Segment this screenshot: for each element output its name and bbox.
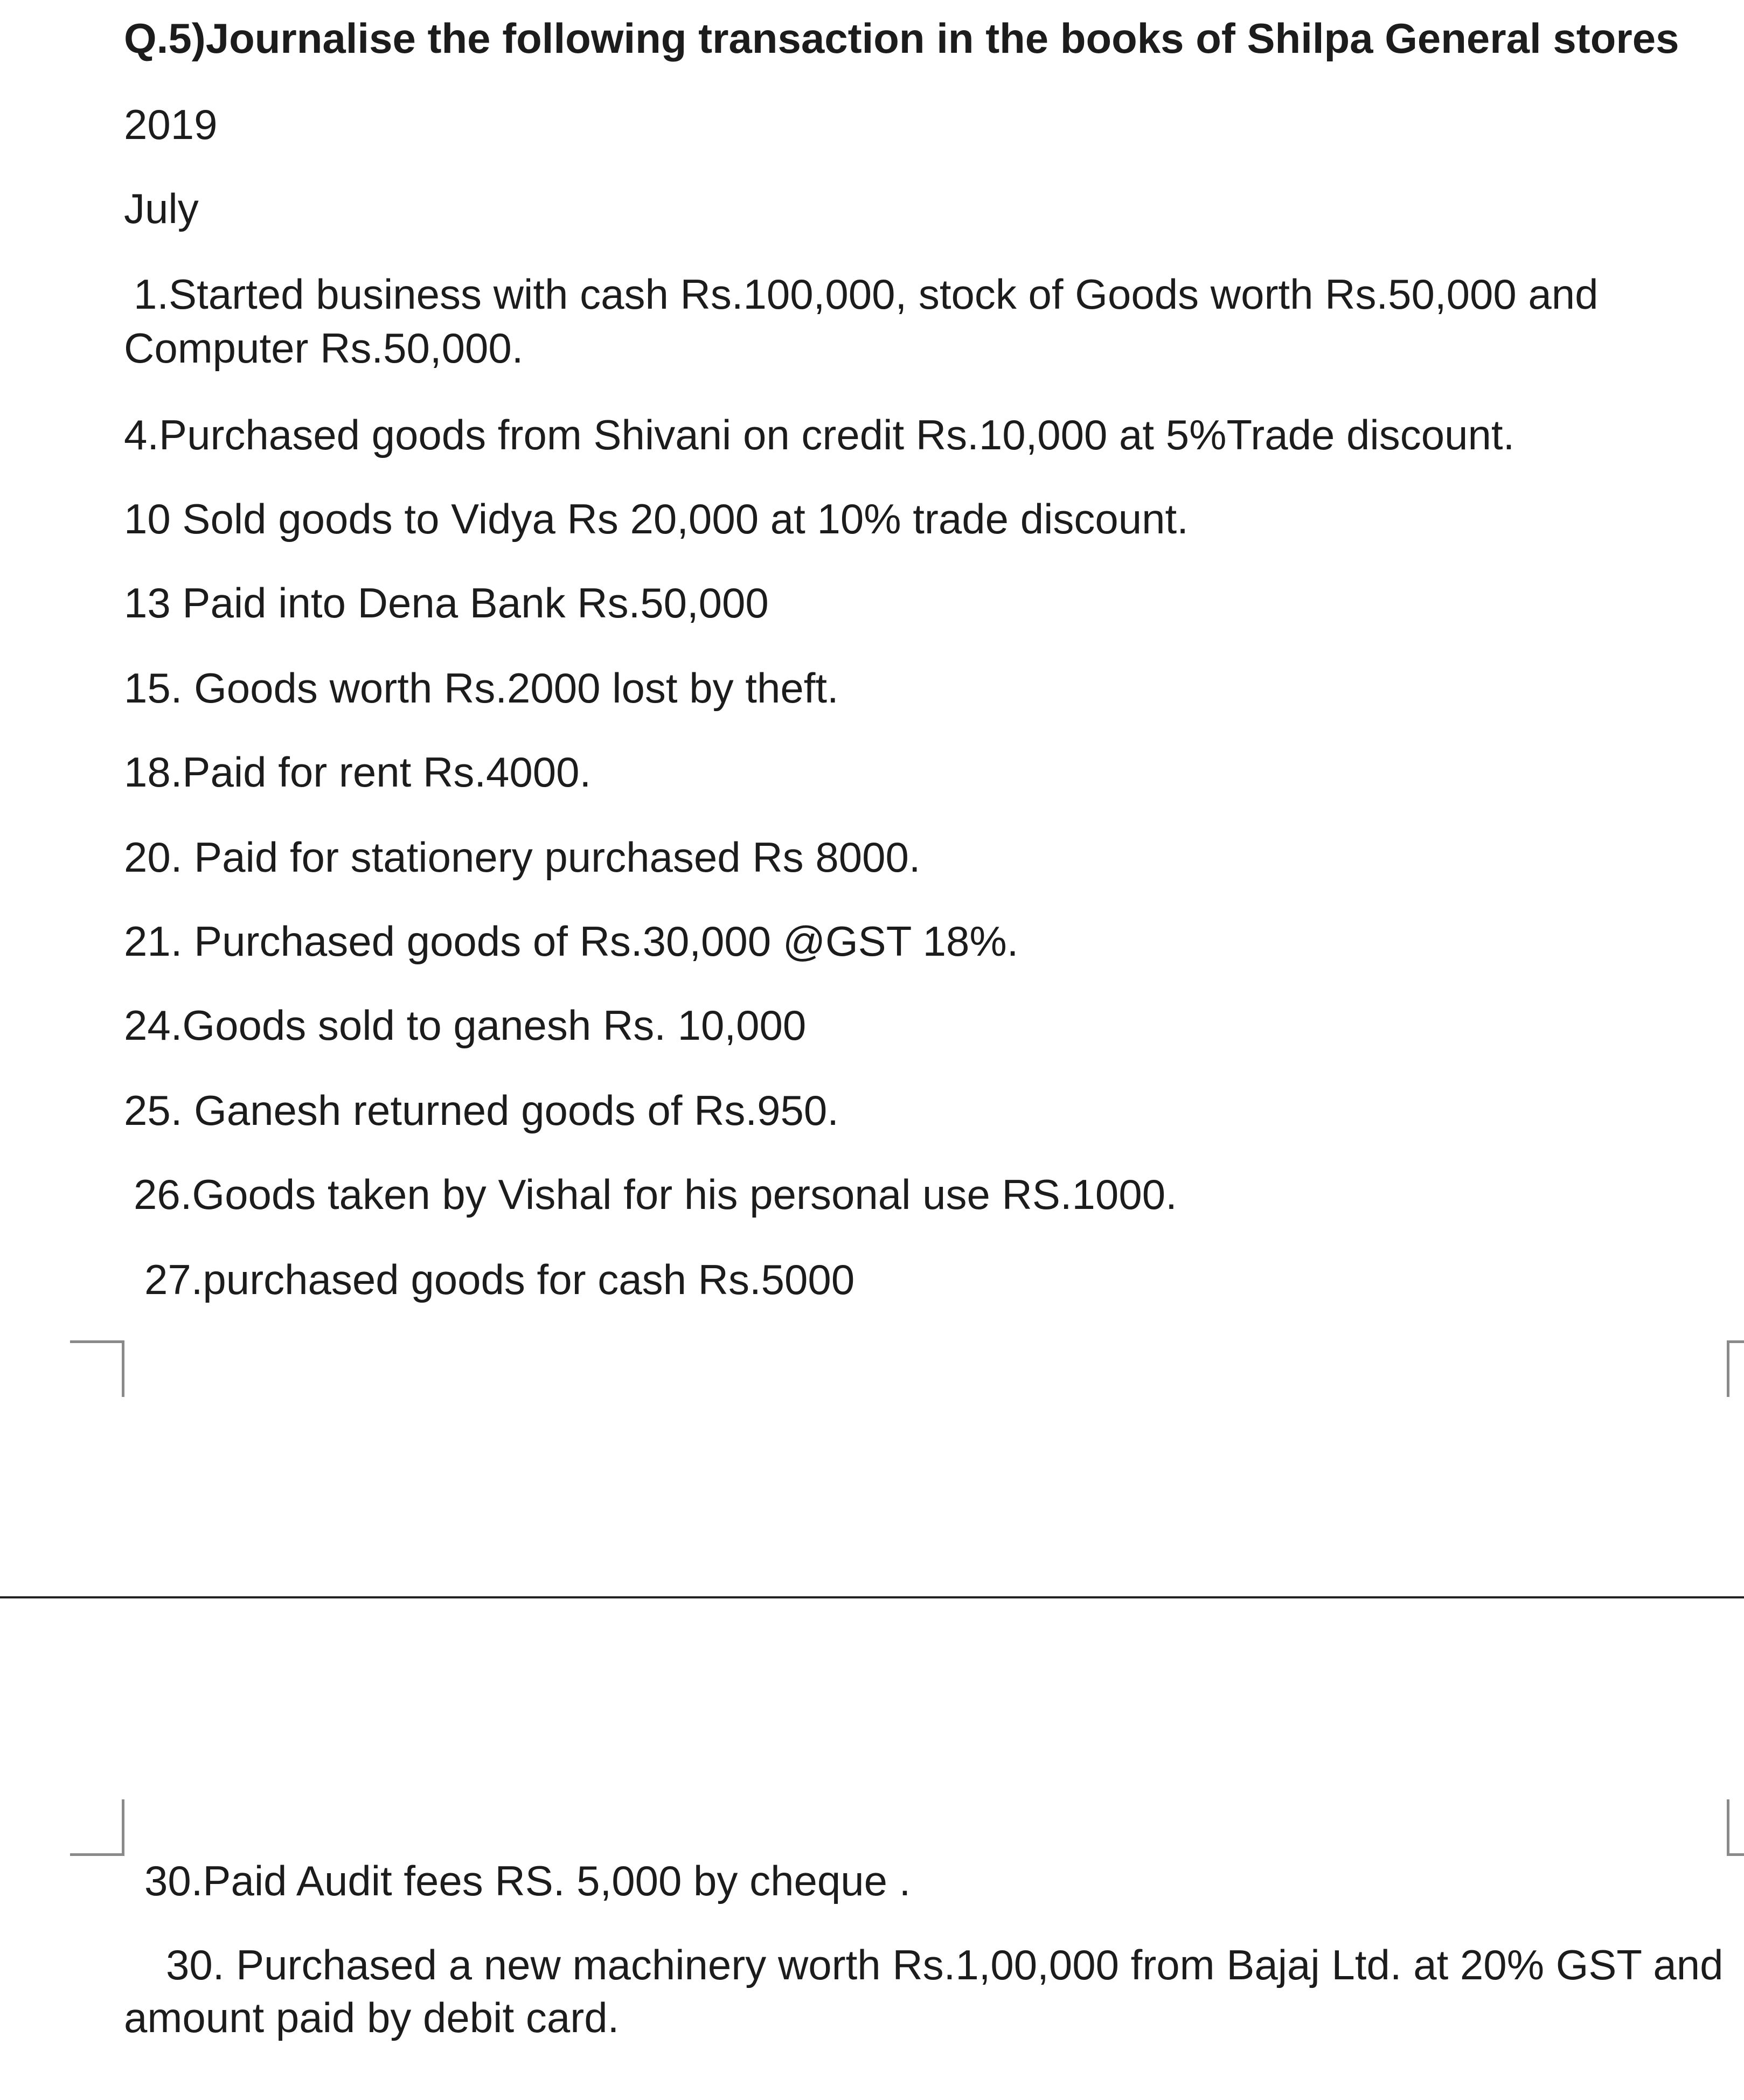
margin-corner-mark [70,1799,124,1856]
page-break-line [0,1596,1744,1598]
transaction-18: 18.Paid for rent Rs.4000. [124,748,592,796]
question-title: Q.5)Journalise the following transaction in the books of Shilpa General stores [124,15,1679,62]
transaction-30-machinery-line-1: 30. Purchased a new machinery worth Rs.1,00,000 from Bajaj Ltd. at 20% GST and [166,1941,1724,1988]
margin-corner-mark [1727,1799,1744,1856]
transaction-30-machinery-line-2: amount paid by debit card. [124,1994,620,2041]
transaction-30-audit-fees: 30.Paid Audit fees RS. 5,000 by cheque . [144,1857,911,1904]
transaction-21: 21. Purchased goods of Rs.30,000 @GST 18%. [124,917,1019,965]
year-label: 2019 [124,101,218,148]
transaction-24: 24.Goods sold to ganesh Rs. 10,000 [124,1002,807,1049]
month-label: July [124,185,199,232]
margin-corner-mark [70,1340,124,1397]
margin-corner-mark [1727,1340,1744,1397]
transaction-20: 20. Paid for stationery purchased Rs 8000. [124,833,921,881]
transaction-10: 10 Sold goods to Vidya Rs 20,000 at 10% trade discount. [124,495,1189,543]
transaction-27: 27.purchased goods for cash Rs.5000 [144,1256,855,1303]
transaction-15: 15. Goods worth Rs.2000 lost by theft. [124,664,839,712]
transaction-26: 26.Goods taken by Vishal for his personal use RS.1000. [134,1171,1177,1218]
transaction-25: 25. Ganesh returned goods of Rs.950. [124,1087,839,1134]
transaction-1-line-1: 1.Started business with cash Rs.100,000, stock of Goods worth Rs.50,000 and [134,270,1599,318]
transaction-1-line-2: Computer Rs.50,000. [124,324,524,372]
transaction-13: 13 Paid into Dena Bank Rs.50,000 [124,579,769,627]
transaction-4: 4.Purchased goods from Shivani on credit Rs.10,000 at 5%Trade discount. [124,411,1515,458]
